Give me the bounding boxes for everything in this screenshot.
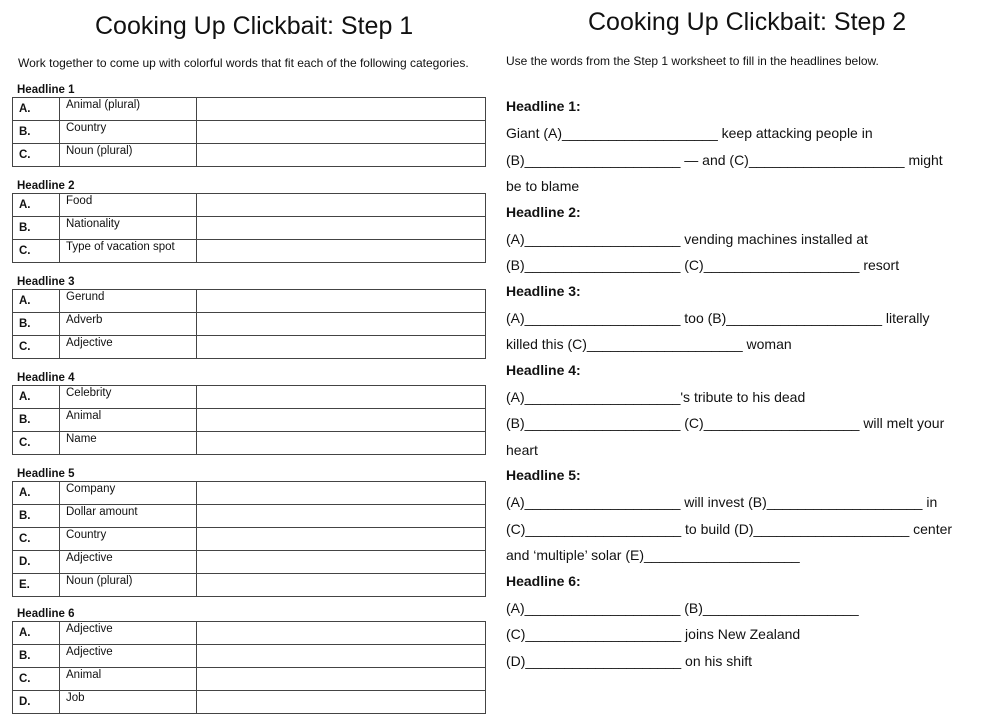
table-row — [13, 482, 486, 505]
answer-cell[interactable] — [197, 551, 486, 574]
row-letter: A. — [13, 622, 60, 645]
category-label: Adjective — [60, 336, 197, 359]
table-row — [13, 194, 486, 217]
headline-label: Headline 2: — [506, 203, 581, 220]
headline-label: Headline 2 — [17, 180, 75, 192]
answer-cell[interactable] — [197, 409, 486, 432]
row-letter: A. — [13, 98, 60, 121]
row-letter: E. — [13, 574, 60, 597]
step1-headline-5 — [12, 468, 489, 608]
step2-title: Cooking Up Clickbait: Step 2 — [588, 8, 907, 36]
table-row — [13, 240, 486, 263]
category-label: Company — [60, 482, 197, 505]
row-letter: C. — [13, 144, 60, 167]
answer-cell[interactable] — [197, 432, 486, 455]
category-label: Food — [60, 194, 197, 217]
row-letter: D. — [13, 551, 60, 574]
category-label: Animal (plural) — [60, 98, 197, 121]
headline-line: (A)____________________ too (B)____________________ literally — [506, 309, 930, 326]
row-letter: B. — [13, 121, 60, 144]
answer-cell[interactable] — [197, 240, 486, 263]
row-letter: D. — [13, 691, 60, 714]
answer-cell[interactable] — [197, 313, 486, 336]
step1-headline-3 — [12, 276, 489, 372]
step1-intro: Work together to come up with colorful words that fit each of the following categories. — [18, 56, 469, 70]
row-letter: B. — [13, 505, 60, 528]
category-label: Adjective — [60, 645, 197, 668]
answer-cell[interactable] — [197, 505, 486, 528]
row-letter: C. — [13, 668, 60, 691]
answer-cell[interactable] — [197, 482, 486, 505]
table-row — [13, 144, 486, 167]
headline-label: Headline 3: — [506, 282, 581, 299]
step1-headline-2 — [12, 180, 489, 276]
category-label: Dollar amount — [60, 505, 197, 528]
row-letter: B. — [13, 409, 60, 432]
category-label: Adjective — [60, 622, 197, 645]
headline-line: (A)____________________'s tribute to his dead — [506, 388, 806, 405]
row-letter: A. — [13, 194, 60, 217]
headline-line: (B)____________________ (C)____________________ resort — [506, 257, 900, 273]
row-letter: C. — [13, 336, 60, 359]
headline-line: (A)____________________ (B)____________________ — [506, 599, 859, 616]
category-table — [12, 193, 486, 263]
answer-cell[interactable] — [197, 121, 486, 144]
headline-line: (C)____________________ to build (D)____________________ center — [506, 520, 953, 537]
headline-line: Giant (A)____________________ keep attacking people in — [506, 125, 873, 141]
row-letter: A. — [13, 290, 60, 313]
headline-line: heart — [506, 441, 538, 458]
answer-cell[interactable] — [197, 691, 486, 714]
table-row — [13, 313, 486, 336]
category-table — [12, 289, 486, 359]
step1-headline-1 — [12, 84, 489, 180]
headline-line: (A)____________________ vending machines installed at — [506, 230, 868, 247]
table-row — [13, 121, 486, 144]
row-letter: B. — [13, 217, 60, 240]
headline-label: Headline 4: — [506, 361, 581, 378]
category-table — [12, 97, 486, 167]
answer-cell[interactable] — [197, 144, 486, 167]
headline-line: and ‘multiple’ solar (E)____________________ — [506, 547, 800, 563]
answer-cell[interactable] — [197, 98, 486, 121]
answer-cell[interactable] — [197, 528, 486, 551]
row-letter: B. — [13, 645, 60, 668]
headline-line: (A)____________________ will invest (B)____________________ in — [506, 494, 938, 510]
step1-headline-4 — [12, 372, 489, 468]
category-label: Type of vacation spot — [60, 240, 197, 263]
table-row — [13, 574, 486, 597]
headline-line: (B)____________________ (C)____________________ will melt your — [506, 415, 945, 431]
headline-line: (C)____________________ joins New Zealand — [506, 626, 801, 642]
answer-cell[interactable] — [197, 668, 486, 691]
answer-cell[interactable] — [197, 645, 486, 668]
category-label: Noun (plural) — [60, 574, 197, 597]
step2-intro: Use the words from the Step 1 worksheet to fill in the headlines below. — [506, 54, 879, 68]
category-label: Gerund — [60, 290, 197, 313]
category-table — [12, 621, 486, 714]
category-table — [12, 481, 486, 597]
table-row — [13, 505, 486, 528]
category-label: Country — [60, 121, 197, 144]
category-label: Adverb — [60, 313, 197, 336]
category-label: Adjective — [60, 551, 197, 574]
answer-cell[interactable] — [197, 336, 486, 359]
headline-label: Headline 6: — [506, 572, 581, 589]
headline-label: Headline 5 — [17, 468, 75, 480]
category-label: Animal — [60, 668, 197, 691]
step1-headline-6 — [12, 608, 489, 708]
answer-cell[interactable] — [197, 622, 486, 645]
headline-line: (B)____________________ — and (C)____________________ might — [506, 151, 943, 168]
category-label: Nationality — [60, 217, 197, 240]
table-row — [13, 668, 486, 691]
headline-line: be to blame — [506, 178, 580, 194]
table-row — [13, 409, 486, 432]
category-label: Name — [60, 432, 197, 455]
headline-label: Headline 5: — [506, 467, 581, 483]
table-row — [13, 217, 486, 240]
headline-line: (D)____________________ on his shift — [506, 652, 752, 669]
table-row — [13, 98, 486, 121]
category-label: Animal — [60, 409, 197, 432]
category-label: Job — [60, 691, 197, 714]
step1-title: Cooking Up Clickbait: Step 1 — [95, 12, 414, 40]
headline-label: Headline 4 — [17, 372, 75, 384]
table-row — [13, 691, 486, 714]
answer-cell[interactable] — [197, 574, 486, 597]
headline-line: killed this (C)____________________ woman — [506, 336, 792, 352]
category-label: Celebrity — [60, 386, 197, 409]
answer-cell[interactable] — [197, 194, 486, 217]
headline-label: Headline 3 — [17, 276, 75, 288]
headline-label: Headline 1 — [17, 84, 75, 96]
row-letter: C. — [13, 528, 60, 551]
table-row — [13, 432, 486, 455]
row-letter: B. — [13, 313, 60, 336]
table-row — [13, 622, 486, 645]
step2-worksheet — [506, 94, 1001, 674]
step1-worksheet — [12, 84, 489, 708]
category-label: Noun (plural) — [60, 144, 197, 167]
table-row — [13, 386, 486, 409]
headline-label: Headline 6 — [17, 608, 75, 620]
answer-cell[interactable] — [197, 386, 486, 409]
answer-cell[interactable] — [197, 290, 486, 313]
row-letter: A. — [13, 386, 60, 409]
headline-label: Headline 1: — [506, 98, 581, 114]
category-table — [12, 385, 486, 455]
row-letter: A. — [13, 482, 60, 505]
answer-cell[interactable] — [197, 217, 486, 240]
table-row — [13, 528, 486, 551]
table-row — [13, 290, 486, 313]
row-letter: C. — [13, 432, 60, 455]
category-label: Country — [60, 528, 197, 551]
table-row — [13, 551, 486, 574]
table-row — [13, 336, 486, 359]
row-letter: C. — [13, 240, 60, 263]
table-row — [13, 645, 486, 668]
